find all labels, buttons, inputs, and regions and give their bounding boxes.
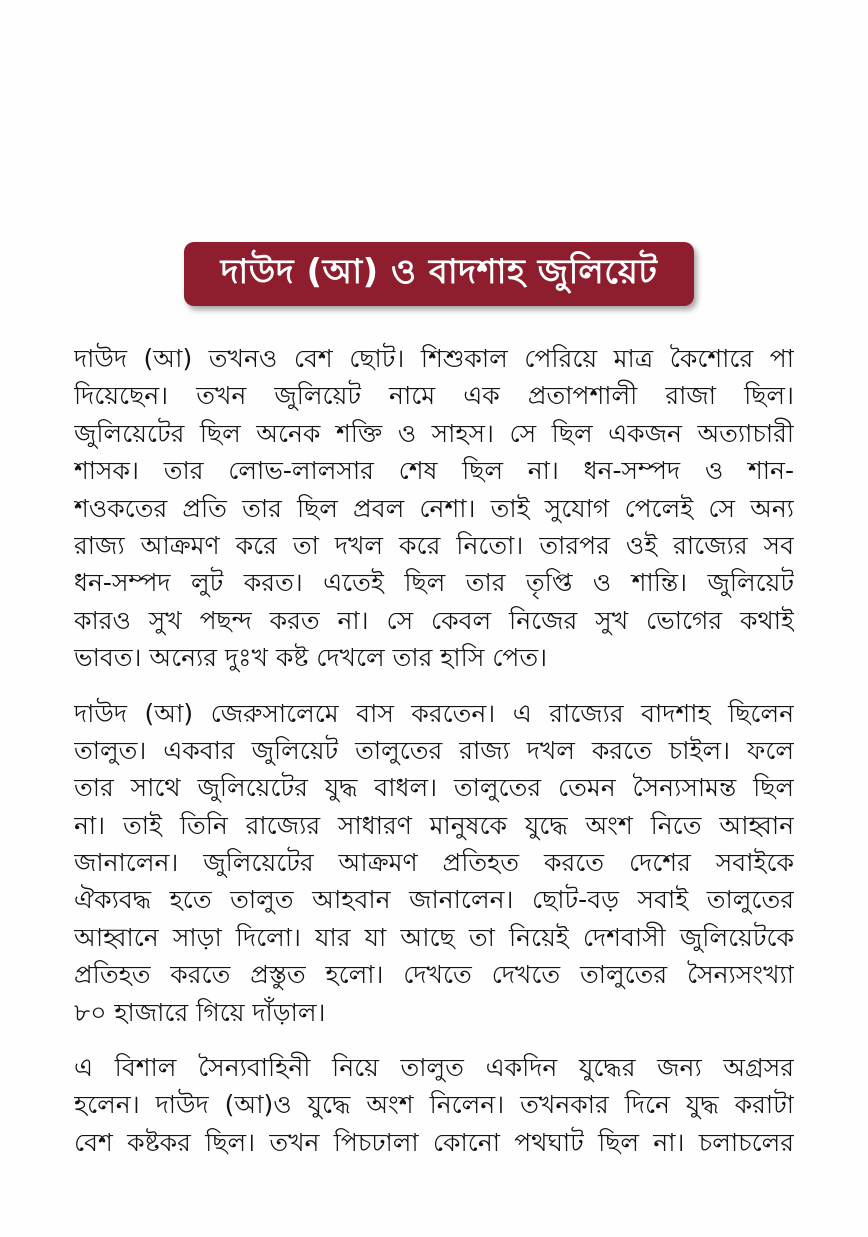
text-line: রাজ্য আক্রমণ করে তা দখল করে নিতো। তারপর ওই রাজ্যের সব [74,530,794,560]
text-line: ৮০ হাজারে গিয়ে দাঁড়াল। [74,997,326,1027]
text-line: দিয়েছেন। তখন জুলিয়েট নামে এক প্রতাপশালী রাজা ছিল। [74,381,794,411]
page-title: দাউদ (আ) ও বাদশাহ জুলিয়েট [220,251,658,292]
text-line: ধন-সম্পদ লুট করত। এতেই ছিল তার তৃপ্তি ও শান্তি। জুলিয়েট [74,568,794,598]
text-line: ঐক্যবদ্ধ হতে তালুত আহবান জানালেন। ছোট-বড় সবাই তালুতের [74,885,794,915]
text-line: শওকতের প্রতি তার ছিল প্রবল নেশা। তাই সুযোগ পেলেই সে অন্য [74,493,794,523]
text-line: জুলিয়েটের ছিল অনেক শক্তি ও সাহস। সে ছিল একজন অত্যাচারী [74,418,794,448]
text-line: তালুত। একবার জুলিয়েট তালুতের রাজ্য দখল করতে চাইল। ফলে [74,735,794,765]
text-line: জানালেন। জুলিয়েটের আক্রমণ প্রতিহত করতে দেশের সবাইকে [74,848,794,878]
text-line: বেশ কষ্টকর ছিল। তখন পিচঢালা কোনো পথঘাট ছিল না। চলাচলের [74,1127,794,1157]
text-line: আহ্বানে সাড়া দিলো। যার যা আছে তা নিয়েই দেশবাসী জুলিয়েটকে [74,922,794,952]
text-line: হলেন। দাউদ (আ)ও যুদ্ধে অংশ নিলেন। তখনকার দিনে যুদ্ধ করাটা [74,1090,794,1120]
text-line: তার সাথে জুলিয়েটের যুদ্ধ বাধল। তালুতের তেমন সৈন্যসামন্ত ছিল [74,773,794,803]
text-line: শাসক। তার লোভ-লালসার শেষ ছিল না। ধন-সম্পদ ও শান- [74,456,794,486]
text-line: ভাবত। অন্যের দুঃখ কষ্ট দেখলে তার হাসি পেত। [74,643,548,673]
text-line: দাউদ (আ) তখনও বেশ ছোট। শিশুকাল পেরিয়ে মাত্র কৈশোরে পা [74,344,794,373]
paragraph-2 [74,695,794,1032]
paragraph-3 [74,1049,794,1161]
story-body [74,340,794,1179]
text-line: কারও সুখ পছন্দ করত না। সে কেবল নিজের সুখ ভোগের কথাই [74,605,794,635]
title-banner [184,242,694,306]
text-line: দাউদ (আ) জেরুসালেমে বাস করতেন। এ রাজ্যের বাদশাহ ছিলেন [74,698,794,728]
text-line: প্রতিহত করতে প্রস্তুত হলো। দেখতে দেখতে তালুতের সৈন্যসংখ্যা [74,960,794,990]
text-line: এ বিশাল সৈন্যবাহিনী নিয়ে তালুত একদিন যুদ্ধের জন্য অগ্রসর [74,1053,794,1083]
paragraph-1 [74,340,794,677]
text-line: না। তাই তিনি রাজ্যের সাধারণ মানুষকে যুদ্ধে অংশ নিতে আহ্বান [74,810,794,840]
